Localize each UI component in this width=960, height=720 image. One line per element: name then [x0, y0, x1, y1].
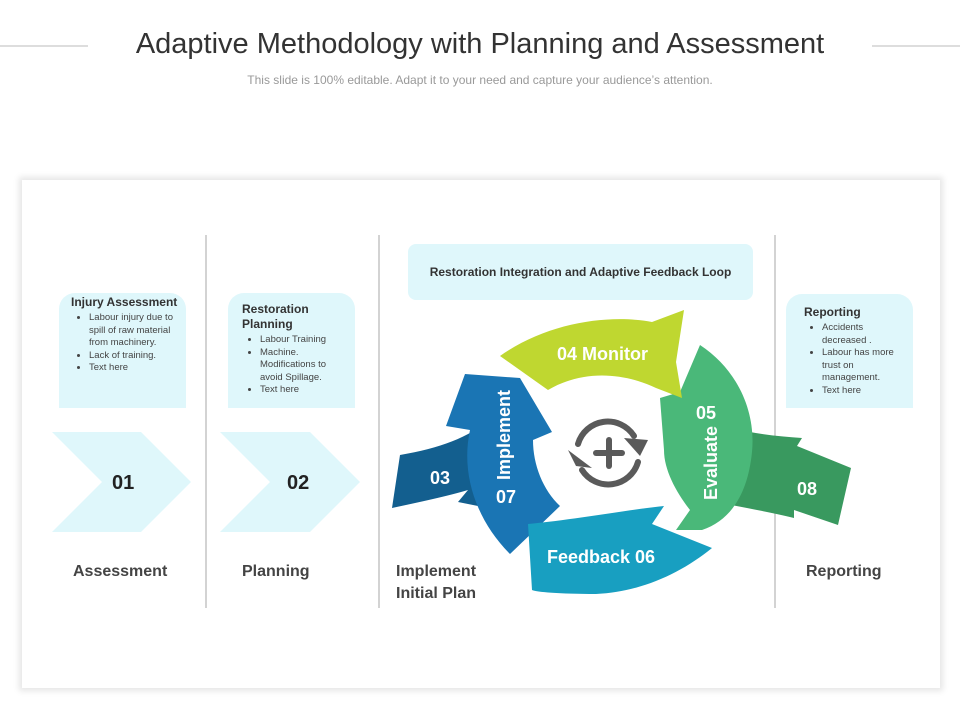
label-implement: Implement — [494, 389, 514, 480]
label-03: 03 — [430, 468, 451, 488]
cycle-plus-icon — [578, 422, 638, 485]
feedback-loop-title-box: Restoration Integration and Adaptive Feedback Loop — [408, 244, 753, 300]
card-bullet: • Labour Training — [260, 334, 347, 347]
page-subtitle: This slide is 100% editable. Adapt it to your need and capture your audience’s attention. — [247, 73, 713, 87]
label-feedback: Feedback 06 — [547, 547, 656, 567]
page-title: Adaptive Methodology with Planning and Assessment — [135, 28, 825, 60]
label-monitor: 04 Monitor — [557, 344, 649, 364]
card-title: Reporting — [804, 305, 861, 319]
chevron-number-02: 02 — [287, 472, 310, 494]
card-bullet: • Text here — [89, 362, 178, 375]
stage-label-line: Initial Plan — [396, 585, 477, 602]
cycle-arrowhead-left — [568, 450, 592, 468]
card-bullet: • Lack of training. — [89, 350, 178, 363]
card-bullet: • Labour injury due to spill of raw material from machinery. — [89, 312, 178, 350]
label-05: 05 — [696, 403, 717, 423]
card-bullet: • Text here — [260, 384, 347, 397]
stage-label-assessment: Assessment — [73, 563, 168, 580]
card-bullet: • Labour has more trust on management. — [822, 347, 905, 385]
stage-label-implement — [396, 561, 476, 605]
card-bullet: • Accidents decreased . — [822, 322, 905, 347]
stage-label-planning: Planning — [242, 563, 310, 580]
chevron-number-01: 01 — [112, 472, 135, 494]
stage-label-reporting: Reporting — [806, 563, 882, 580]
card-title: Injury Assessment — [71, 295, 178, 309]
card-title: Restoration Planning — [242, 302, 309, 331]
stage-label-line: Implement — [396, 563, 477, 580]
label-evaluate: Evaluate — [701, 425, 721, 500]
card-bullet: • Machine. Modifications to avoid Spillage. — [260, 347, 347, 385]
label-07: 07 — [496, 487, 517, 507]
label-08: 08 — [797, 479, 818, 499]
card-bullet: • Text here — [822, 385, 905, 398]
cycle-arrowhead-right — [624, 438, 648, 456]
